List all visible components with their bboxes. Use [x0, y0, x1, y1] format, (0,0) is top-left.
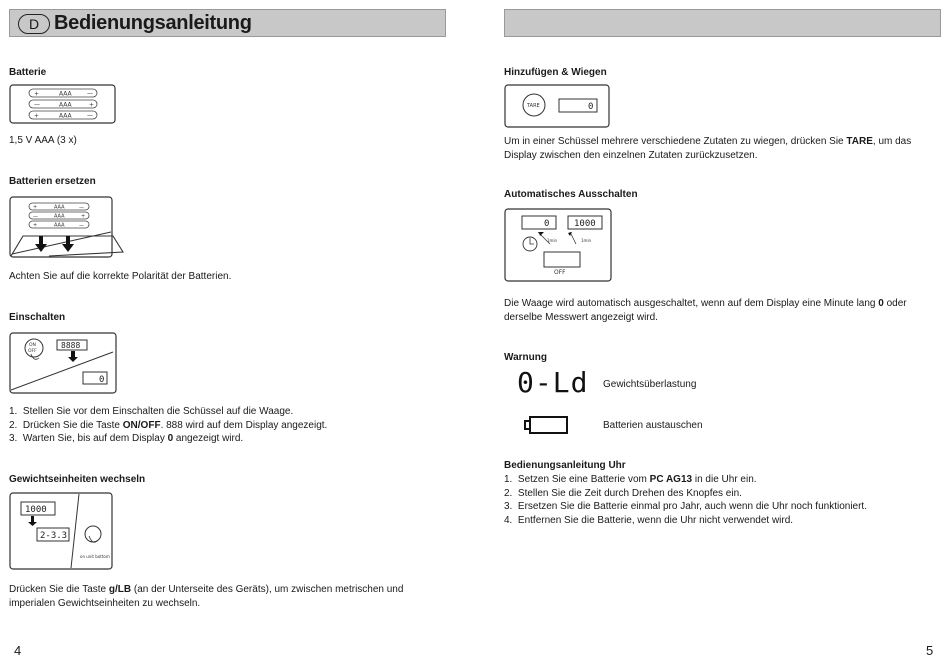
battery-label-2: AAA — [59, 101, 72, 109]
auto-off-small-right: 1min — [581, 238, 592, 243]
list-item: 3. Ersetzen Sie die Batterie einmal pro Jahr, auch wenn die Uhr noch funktioniert. — [504, 501, 867, 512]
power-on-figure — [9, 332, 117, 394]
heading-batterie: Batterie — [9, 67, 47, 78]
display-lb: 2-3.3 — [40, 531, 68, 541]
display-1000: 1000 — [25, 505, 47, 515]
unit-switch-figure — [9, 492, 113, 570]
svg-text:—: — — [79, 204, 84, 211]
einschalten-steps — [9, 405, 327, 446]
auto-off-off-label: OFF — [554, 269, 566, 276]
on-label: ON — [29, 343, 36, 348]
low-battery-icon — [524, 414, 570, 436]
overload-symbol: 0-Ld — [517, 366, 589, 399]
auto-off-display-right: 1000 — [574, 219, 596, 229]
tare-figure — [504, 84, 610, 128]
list-item: 1. Stellen Sie vor dem Einschalten die Schüssel auf die Waage. — [9, 406, 294, 417]
svg-text:+: + — [81, 213, 86, 220]
display-8888: 8888 — [61, 341, 81, 350]
list-item: 2. Stellen Sie die Zeit durch Drehen des Knopfes ein. — [504, 487, 742, 499]
overload-label: Gewichtsüberlastung — [603, 379, 697, 390]
svg-text:—: — — [34, 101, 40, 109]
replace-battery-label-2: AAA — [54, 213, 65, 220]
replace-battery-label-1: AAA — [54, 204, 65, 211]
list-item: 2. Drücken Sie die Taste ON/OFF. 888 wird auf dem Display angezeigt. — [9, 419, 328, 431]
unit-button-caption: on unit bottom — [80, 554, 110, 559]
heading-einschalten: Einschalten — [9, 312, 66, 323]
svg-text:+: + — [89, 101, 95, 109]
battery-figure — [9, 84, 116, 124]
svg-text:—: — — [33, 213, 38, 220]
tare-text: Um in einer Schüssel mehrere verschiedene Zutaten zu wiegen, drücken Sie TARE, um das Display zwischen den einzelnen Zutaten zurückzusetzen. — [504, 136, 912, 161]
page-title: Bedienungsanleitung — [54, 12, 252, 34]
tare-display: 0 — [588, 102, 594, 112]
battery-spec: 1,5 V AAA (3 x) — [9, 135, 77, 146]
page-number-right: 5 — [926, 643, 934, 658]
replace-battery-label-3: AAA — [54, 222, 65, 229]
page-number-left: 4 — [14, 643, 22, 658]
list-item: 4. Entfernen Sie die Batterie, wenn die Uhr nicht verwendet wird. — [504, 514, 794, 526]
heading-gewichtseinheiten: Gewichtseinheiten wechseln — [9, 474, 146, 485]
list-item: 1. Setzen Sie eine Batterie vom PC AG13 in die Uhr ein. — [504, 474, 757, 485]
battery-replace-label: Batterien austauschen — [603, 420, 703, 431]
svg-text:+: + — [34, 90, 40, 98]
right-header-bar — [504, 9, 941, 37]
heading-hinzufuegen-wiegen: Hinzufügen & Wiegen — [504, 67, 607, 78]
svg-text:—: — — [79, 222, 84, 229]
auto-off-small-left: 1min — [547, 238, 558, 243]
polarity-note: Achten Sie auf die korrekte Polarität der Batterien. — [9, 271, 232, 282]
auto-off-figure — [504, 208, 612, 282]
tare-button-label: TARE — [527, 103, 540, 109]
heading-warnung: Warnung — [504, 352, 547, 363]
svg-text:+: + — [33, 222, 38, 229]
left-header-bar — [9, 9, 446, 37]
battery-label-1: AAA — [59, 90, 72, 98]
battery-replace-figure — [9, 196, 125, 260]
svg-text:+: + — [34, 112, 40, 120]
svg-text:—: — — [87, 90, 93, 98]
uhr-steps — [504, 473, 867, 527]
off-label: OFF — [28, 349, 37, 354]
auto-off-text: Die Waage wird automatisch ausgeschaltet, wenn auf dem Display eine Minute lang 0 oder derselbe Messwert angezeigt wird. — [504, 298, 907, 323]
heading-uhr: Bedienungsanleitung Uhr — [504, 460, 626, 471]
display-zero: 0 — [99, 375, 105, 385]
auto-off-display-left: 0 — [544, 219, 550, 229]
list-item: 3. Warten Sie, bis auf dem Display 0 angezeigt wird. — [9, 433, 244, 444]
svg-text:+: + — [33, 204, 38, 211]
heading-batterien-ersetzen: Batterien ersetzen — [9, 176, 96, 187]
battery-label-3: AAA — [59, 112, 72, 120]
unit-switch-text: Drücken Sie die Taste g/LB (an der Unterseite des Geräts), um zwischen metrischen und imperialen Gewichtseinheiten zu wechseln. — [9, 584, 404, 609]
svg-text:—: — — [87, 112, 93, 120]
language-badge: D — [18, 14, 50, 34]
heading-automatisches-ausschalten: Automatisches Ausschalten — [504, 189, 638, 200]
